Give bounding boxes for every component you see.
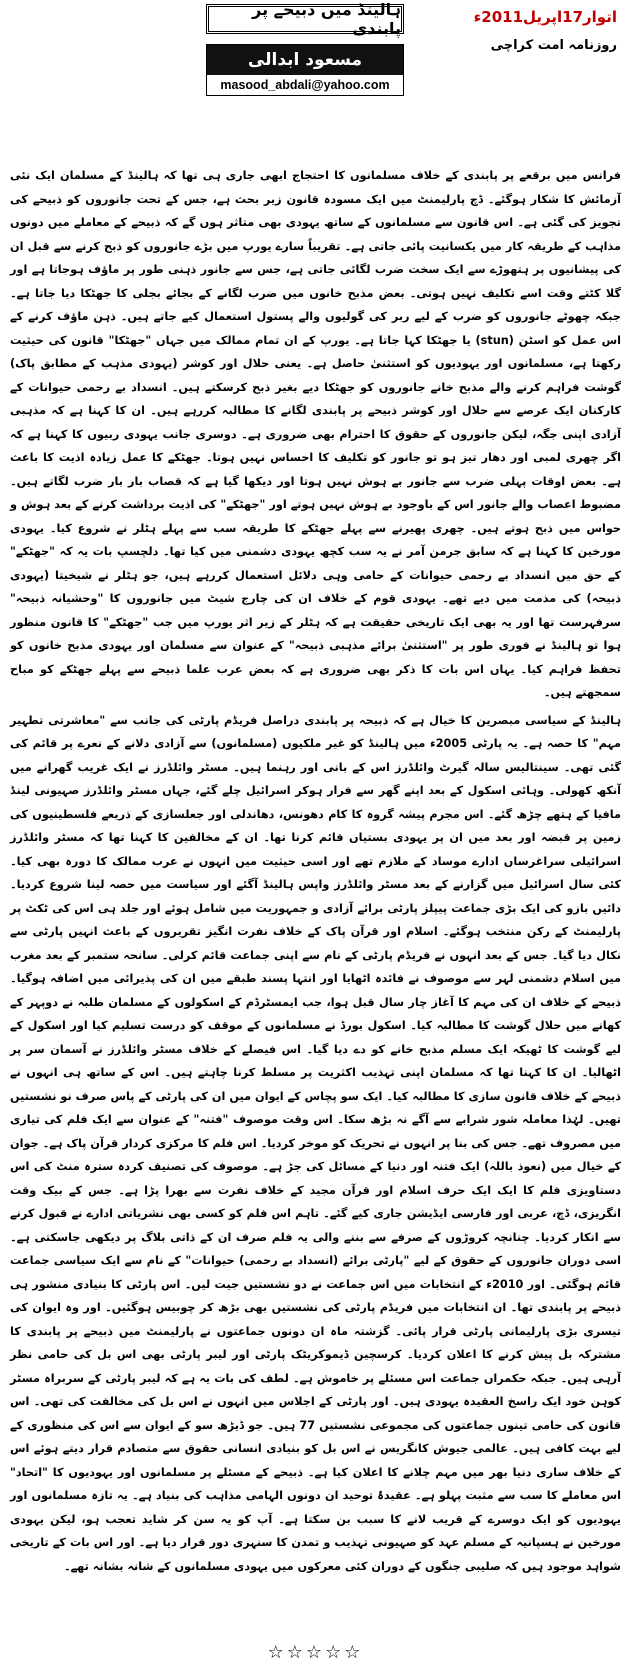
author-email[interactable]: masood_abdali@yahoo.com xyxy=(220,78,390,92)
newspaper-name: روزنامہ امت کراچی xyxy=(490,38,617,53)
publication-date: اتوار17اپریل2011ء xyxy=(473,8,617,26)
end-stars: ☆☆☆☆☆ xyxy=(267,1642,364,1663)
article-paragraph: فرانس میں برقعے پر پابندی کے خلاف مسلمانوں کا احتجاج ابھی جاری ہی تھا کہ ہالینڈ کے مسلمان ایک نئی آزمائش کا شکار ہوگئے۔ ڈچ پارلیمنٹ میں ایک مسودہ قانون زیر بحث ہے، جس کے تحت جانوروں کو ذبیحے کی تجویز کی گئی ہے۔ اس قانون سے مسلمانوں کے ساتھ یہودی بھی متاثر ہوں گے کہ ذبیحے کے معاملے میں دونوں مذاہب کے طریقہ کار میں یکسانیت پائی جاتی ہے۔ تقریباً سارے یورپ میں بڑے جانوروں کو ذبح کرنے سے قبل ان کی پیشانیوں پر ہتھوڑے سے ایک سخت ضرب لگائی جاتی ہے، جس سے جانور ذہنی طور پر ماؤف ہوجاتا ہے اور گلا کٹتے وقت اسے تکلیف نہیں ہوتی۔ بعض مذبح خانوں میں ضرب لگانے کے بجائے بجلی کا جھٹکا دیا جاتا ہے۔ جبکہ چھوٹے جانوروں کو ضرب کے لیے ربر کی گولیوں والے پستول استعمال کیے جاتے ہیں۔ ذہن ماؤف کرنے کے اس عمل کو اسٹن (stun) یا جھٹکا کہا جاتا ہے۔ یورپ کے ان تمام ممالک میں جہاں "جھٹکا" قانون کی حیثیت رکھتا ہے، مسلمانوں اور یہودیوں کو استثنیٰ حاصل ہے۔ یعنی حلال اور کوشر (یہودی مذہب کے مطابق پاک) گوشت فراہم کرنے والے مذبح خانے جانوروں کو جھٹکا دیے بغیر ذبح کرسکتے ہیں۔ انسداد بے رحمی حیوانات کے کارکنان ایک عرصے سے حلال اور کوشر ذبیحے پر پابندی لگانے کا مطالبہ کررہے ہیں۔ ان کا کہنا ہے کہ مذہبی آزادی اپنی جگہ، لیکن جانوروں کے حقوق کا احترام بھی ضروری ہے۔ دوسری جانب یہودی ربیوں کا کہنا ہے کہ اگر چھری لمبی اور دھار تیز ہو تو جانور کو تکلیف کا احساس نہیں ہوتا۔ جھٹکے کا عمل زیادہ اذیت کا باعث ہے۔ بعض اوقات پہلی ضرب سے جانور بے ہوش نہیں ہوتا اور دیکھا گیا ہے کہ قصاب بار بار ضرب لگاتے ہیں۔ مضبوط اعصاب والے جانور اس کے باوجود بے ہوش نہیں ہوتے اور "جھٹکے" کی اذیت برداشت کرنے کے بعد ہوش و حواس میں ذبح ہوتے ہیں۔ چھری پھیرنے سے پہلے جھٹکے کا طریقہ سب سے پہلے ہٹلر نے شروع کیا۔ یہودی مورخین کا کہنا ہے کہ سابق جرمن آمر نے یہ سب کچھ یہودی دشمنی میں کیا تھا۔ دلچسپ بات یہ کہ "جھٹکے" کے حق میں انسداد بے رحمی حیوانات کے حامی وہی دلائل استعمال کررہے ہیں، جو ہٹلر نے شیخیتا (یہودی ذبیحہ) کی مذمت میں دیے تھے۔ یہودی قوم کے خلاف ان کی چارج شیٹ میں جانوروں کا "وحشیانہ ذبیحہ" سرفہرست تھا اور یہ بھی ایک تاریخی حقیقت ہے کہ ہٹلر کے زیر اثر یورپ میں جب "جھٹکے" کا قانون منظور ہوا تو ہالینڈ نے فوری طور پر "استثنیٰ برائے مذہبی ذبیحہ" کے عنوان سے مسلمان اور یہودی مذبح خانوں کو تحفظ فراہم کیا۔ یہاں اس بات کا ذکر بھی ضروری ہے کہ بعض عرب علما ذبیحے سے پہلے جھٹکے کو مباح سمجھتے ہیں۔ xyxy=(10,169,621,699)
headline-text: ہالینڈ میں ذبیحے پر پابندی xyxy=(252,0,401,38)
article-body xyxy=(10,164,621,1582)
author-name: مسعود ابدالی xyxy=(207,45,403,75)
byline xyxy=(206,44,404,96)
headline xyxy=(206,0,404,38)
article-paragraph: ہالینڈ کے سیاسی مبصرین کا خیال ہے کہ ذبیحہ پر پابندی دراصل فریڈم پارٹی کی جانب سے "معاشرتی تطہیر مہم" کا حصہ ہے۔ یہ پارٹی 2005ء میں ہالینڈ کو غیر ملکیوں (مسلمانوں) سے آزادی دلانے کے نعرے پر قائم کی گئی تھی۔ سینتالیس سالہ گیرٹ وائلڈرز اس کے بانی اور رہنما ہیں۔ مسٹر وائلڈرز نے ایک غریب گھرانے میں آنکھ کھولی۔ وہائی اسکول کے بعد اپنے گھر سے فرار ہوکر اسرائیل چلے گئے، جہاں مسٹر وائلڈرز صہیونی لینڈ مافیا کے ہتھے چڑھ گئے۔ اس مجرم پیشہ گروہ کا کام دھونس، دھاندلی اور جعلسازی کے ذریعے فلسطینیوں کی زمین پر قبضہ اور بعد میں ان پر یہودی بستیاں قائم کرنا تھا۔ ان کے مخالفین کا کہنا تھا کہ مسٹر وائلڈرز اسرائیلی سراغرساں ادارے موساد کے ملازم تھے اور اسی حیثیت میں انہوں نے عرب ممالک کا دورہ بھی کیا۔ کئی سال اسرائیل میں گزارنے کے بعد مسٹر وائلڈرز واپس ہالینڈ آگئے اور سیاست میں حصہ لینا شروع کردیا۔ دائیں بازو کی ایک بڑی جماعت پیپلز پارٹی برائے آزادی و جمہوریت میں شامل ہوئے اور جلد ہی اس کی ٹکٹ پر پارلیمنٹ کے رکن منتخب ہوگئے۔ اسلام اور قرآن پاک کے خلاف نفرت انگیز تقریروں کے باعث انہیں پارٹی سے نکال دیا گیا۔ جس کے بعد انہوں نے فریڈم پارٹی کے نام سے اپنی جماعت قائم کرلی۔ سانحہ ستمبر کے بعد مغرب میں اسلام دشمنی لہر سے موصوف نے فائدہ اٹھایا اور انتہا پسند طبقے میں ان کی پذیرائی میں اضافہ ہوگیا۔ ذبیحے کے خلاف ان کی مہم کا آغاز چار سال قبل ہوا، جب ایمسٹرڈم کے اسکولوں کے مسلمان طلبہ نے دوپہر کے کھانے میں حلال گوشت کا مطالبہ کیا۔ اسکول بورڈ نے مسلمانوں کے موقف کو درست تسلیم کیا اور اسکول کے لیے گوشت کا ٹھیکہ ایک مسلم مذبح خانے کو دے دیا گیا۔ اس فیصلے کے خلاف مسٹر وائلڈرز نے آسمان سر پر اٹھالیا۔ ان کا کہنا تھا کہ مسلمان اپنی تہذیب اکثریت پر مسلط کرنا چاہتے ہیں۔ اس کے ساتھ ہی انہوں نے ذبیحے کے خلاف قانون سازی کا مطالبہ کیا۔ ایک سو پچاس کے ایوان میں ان کی پارٹی کے پاس صرف نو نشستیں تھیں۔ لہٰذا معاملہ شور شرابے سے آگے نہ بڑھ سکا۔ اس وقت موصوف "فتنہ" کے عنوان سے ایک فلم کی تیاری میں مصروف تھے۔ جس کی بنا پر انہوں نے تحریک کو موخر کردیا۔ اس فلم کا مرکزی کردار قرآن پاک ہے۔ جوان کے خیال میں (نعوذ باللہ) ایک فتنہ اور دنیا کے مسائل کی جڑ ہے۔ موصوف کی تصنیف کردہ سترہ منٹ کی اس دستاویزی فلم کا ایک ایک حرف اسلام اور قرآن مجید کے خلاف نفرت سے بھرا پڑا ہے۔ جس کے بیک وقت انگریزی، ڈچ، عربی اور فارسی ایڈیشن جاری کیے گئے۔ تاہم اس فلم کو کسی بھی نشریاتی ادارے نے قبول کرنے سے انکار کردیا۔ چنانچہ کروڑوں کے صرفے سے بننے والی یہ فلم صرف ان کے ذاتی بلاگ پر دیکھی جاسکتی ہے۔ اسی دوران جانوروں کے حقوق کے لیے "پارٹی برائے (انسداد بے رحمی) حیوانات" کے نام سے ایک سیاسی جماعت قائم ہوگئی۔ اور 2010ء کے انتخابات میں اس جماعت نے دو نشستیں جیت لیں۔ اس پارٹی کا بنیادی منشور ہی ذبیحے پر پابندی تھا۔ ان انتخابات میں فریڈم پارٹی کی نشستیں بھی بڑھ کر چوبیس ہوگئیں۔ اور وہ ایوان کی تیسری بڑی پارلیمانی پارٹی قرار پائی۔ گزشتہ ماہ ان دونوں جماعتوں نے پارلیمنٹ میں ذبیحے پر پابندی کا مشترکہ بل پیش کرنے کا اعلان کردیا۔ کرسچین ڈیموکریٹک پارٹی اور لیبر پارٹی بھی اس بل کی حامی نظر آرہی ہیں۔ جبکہ حکمراں جماعت اس مسئلے پر خاموش ہے۔ لطف کی بات یہ ہے کہ لیبر پارٹی کے سربراہ مسٹر کوہن خود ایک راسخ العقیدہ یہودی ہیں۔ اور پارٹی کے اجلاس میں انہوں نے اس بل کی مخالفت کی تھی۔ اس قانون کی حامی تینوں جماعتوں کی مجموعی نشستیں 77 ہیں۔ جو ڈیڑھ سو کے ایوان سے اس کی منظوری کے لیے بہت کافی ہیں۔ عالمی جیوش کانگریس نے اس بل کو بنیادی انسانی حقوق سے متصادم قرار دیتے ہوئے اس کے خلاف ساری دنیا بھر میں مہم چلانے کا اعلان کیا ہے۔ ذبیحے کے مسئلے پر مسلمانوں اور یہودیوں کا "اتحاد" اس معاملے کا سب سے مثبت پہلو ہے۔ عقیدۂ توحید ان دونوں الہامی مذاہب کی بنیاد ہے۔ یہ تازہ مسلمانوں اور یہودیوں کو ایک دوسرے کے قریب لانے کا سبب بن سکتا ہے۔ آپ کو یہ سن کر شاید تعجب ہو، لیکن یہودی مورخین نے ہسپانیہ کے مسلم عہد کو صہیونی تہذیب و تمدن کا سنہری دور قرار دیا ہے۔ اور اس بات کے تاریخی شواہد موجود ہیں کہ صلیبی جنگوں کے دوران کئی معرکوں میں یہودی مسلمانوں کے شانہ بشانہ تھے۔ xyxy=(10,713,621,1573)
